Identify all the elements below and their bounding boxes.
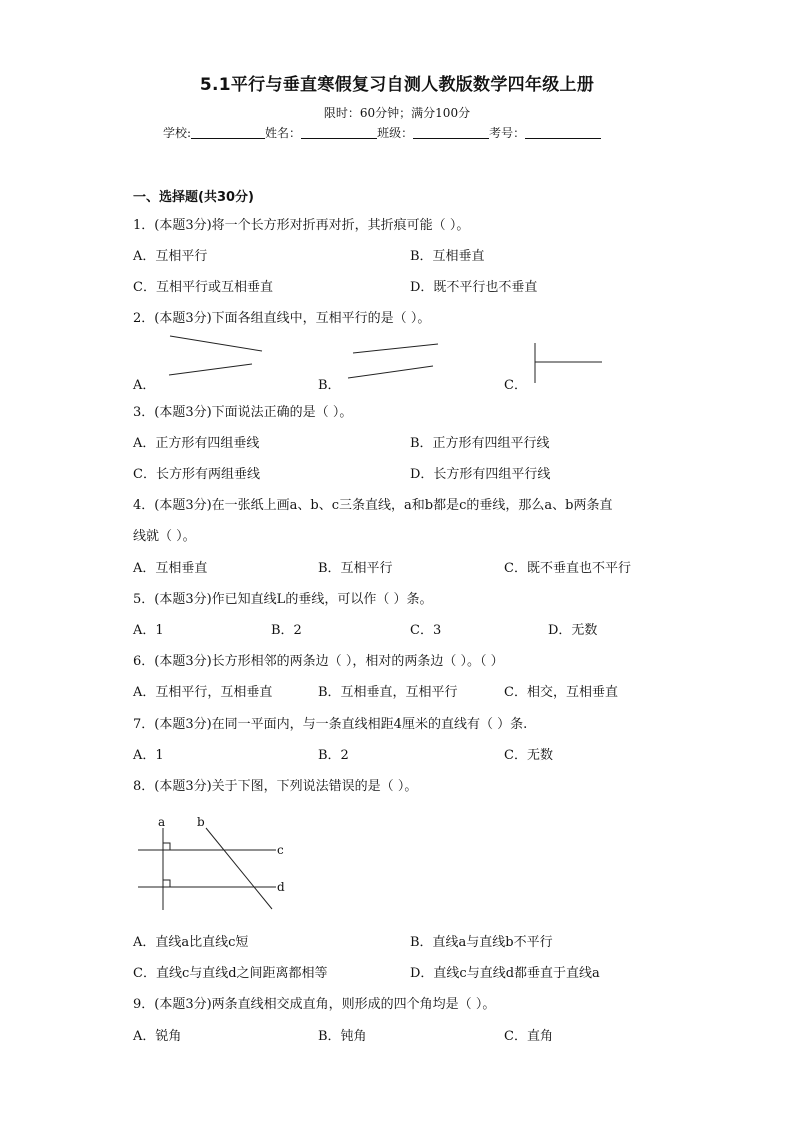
section-title: 一、选择题(共30分) <box>133 190 254 205</box>
question-7-option-b[interactable]: B．2 <box>318 748 349 763</box>
question-9-option-a[interactable]: A．锐角 <box>133 1029 182 1044</box>
question-6-option-a[interactable]: A．互相平行，互相垂直 <box>133 685 273 700</box>
question-9-option-c[interactable]: C．直角 <box>504 1029 553 1044</box>
time-limit: 限时：60分钟；满分100分 <box>323 106 471 120</box>
question-8-option-a[interactable]: A．直线a比直线c短 <box>133 935 249 950</box>
question-4-option-a[interactable]: A．互相垂直 <box>133 561 208 576</box>
question-5-stem: 5．(本题3分)作已知直线L的垂线，可以作（ ）条。 <box>133 592 433 607</box>
question-9-stem: 9．(本题3分)两条直线相交成直角，则形成的四个角均是（ ）。 <box>133 997 496 1012</box>
question-1-stem: 1．(本题3分)将一个长方形对折再对折，其折痕可能（ ）。 <box>133 218 470 233</box>
question-3-option-d[interactable]: D．长方形有四组平行线 <box>410 467 551 482</box>
question-8-stem: 8．(本题3分)关于下图，下列说法错误的是（ ）。 <box>133 779 418 794</box>
question-1-option-b[interactable]: B．互相垂直 <box>410 249 485 264</box>
figure-label-b: b <box>197 815 205 829</box>
question-7-option-c[interactable]: C．无数 <box>504 748 553 763</box>
question-6-option-b[interactable]: B．互相垂直，互相平行 <box>318 685 458 700</box>
school-label: 学校: <box>163 126 192 140</box>
question-3-stem: 3．(本题3分)下面说法正确的是（ ）。 <box>133 405 353 420</box>
question-4-stem-line2: 线就（ ）。 <box>133 529 196 544</box>
question-1-option-a[interactable]: A．互相平行 <box>133 249 208 264</box>
question-3-option-b[interactable]: B．正方形有四组平行线 <box>410 436 550 451</box>
class-label: 班级： <box>377 126 414 140</box>
line-b <box>206 828 272 909</box>
question-5-option-c[interactable]: C．3 <box>410 623 442 638</box>
question-8-option-c[interactable]: C．直线c与直线d之间距离都相等 <box>133 966 328 981</box>
question-2-option-c[interactable]: C． <box>504 378 527 393</box>
question-6-option-c[interactable]: C．相交，互相垂直 <box>504 685 618 700</box>
question-2-stem: 2．(本题3分)下面各组直线中，互相平行的是（ ）。 <box>133 311 431 326</box>
figure-label-c: c <box>277 843 284 857</box>
question-8-option-d[interactable]: D．直线c与直线d都垂直于直线a <box>410 966 600 981</box>
name-label: 姓名： <box>265 126 302 140</box>
question-9-option-b[interactable]: B．钝角 <box>318 1029 367 1044</box>
figure-label-a: a <box>158 815 166 829</box>
right-angle-mark-d <box>163 880 170 887</box>
question-5-option-a[interactable]: A．1 <box>133 623 164 638</box>
question-7-option-a[interactable]: A．1 <box>133 748 164 763</box>
question-3-option-a[interactable]: A．正方形有四组垂线 <box>133 436 260 451</box>
question-8-option-b[interactable]: B．直线a与直线b不平行 <box>410 935 553 950</box>
question-6-stem: 6．(本题3分)长方形相邻的两条边（ ），相对的两条边（ ）。（ ） <box>133 654 504 669</box>
question-2-option-b[interactable]: B． <box>318 378 341 393</box>
question-4-option-c[interactable]: C．既不垂直也不平行 <box>504 561 631 576</box>
question-5-option-d[interactable]: D．无数 <box>548 623 598 638</box>
question-5-option-b[interactable]: B．2 <box>271 623 302 638</box>
question-4-option-b[interactable]: B．互相平行 <box>318 561 393 576</box>
question-1-option-d[interactable]: D．既不平行也不垂直 <box>410 280 538 295</box>
question-4-stem-line1: 4．(本题3分)在一张纸上画a、b、c三条直线，a和b都是c的垂线，那么a、b两条直 <box>133 498 613 513</box>
figure-label-d: d <box>277 880 285 894</box>
right-angle-mark-c <box>163 843 170 850</box>
question-3-option-c[interactable]: C．长方形有两组垂线 <box>133 467 260 482</box>
question-1-option-c[interactable]: C．互相平行或互相垂直 <box>133 280 273 295</box>
question-7-stem: 7．(本题3分)在同一平面内，与一条直线相距4厘米的直线有（ ）条. <box>133 717 528 732</box>
question-2-option-a[interactable]: A． <box>133 378 156 393</box>
page-title: 5.1平行与垂直寒假复习自测人教版数学四年级上册 <box>199 75 595 95</box>
exam-no-label: 考号： <box>489 126 526 140</box>
